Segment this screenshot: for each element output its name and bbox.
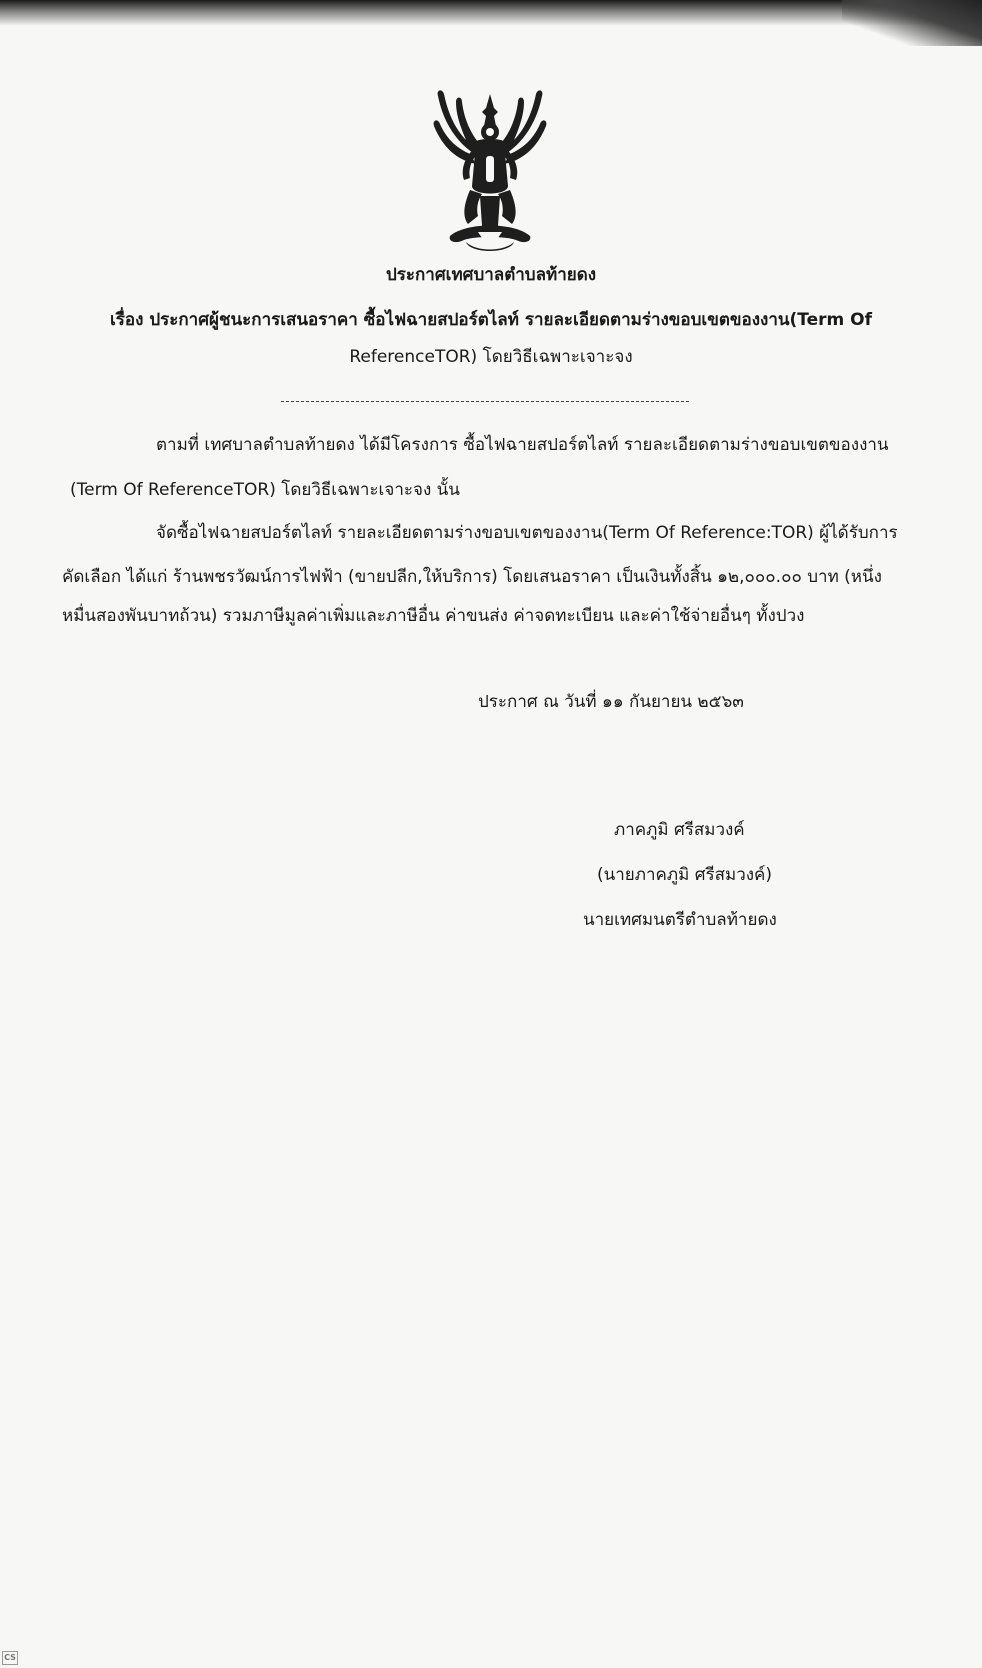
paragraph-1-line-1: ตามที่ เทศบาลตำบลท้ายดง ได้มีโครงการ ซื้อไฟฉายสปอร์ตไลท์ รายละเอียดตามร่างขอบเขตของงาน	[156, 435, 889, 455]
signer-position: นายเทศมนตรีตำบลท้ายดง	[583, 910, 777, 930]
garuda-emblem-icon	[420, 86, 560, 256]
document-title: ประกาศเทศบาลตำบลท้ายดง	[385, 265, 597, 285]
scanner-watermark	[2, 1651, 18, 1665]
scan-corner-shadow	[842, 0, 982, 46]
paragraph-1-line-2: (Term Of ReferenceTOR) โดยวิธีเฉพาะเจาะจง นั้น	[70, 480, 460, 500]
subject-line-1: เรื่อง ประกาศผู้ชนะการเสนอราคา ซื้อไฟฉายสปอร์ตไลท์ รายละเอียดตามร่างขอบเขตของงาน(Term Of	[109, 310, 873, 330]
signer-full-name: (นายภาคภูมิ ศรีสมวงค์)	[597, 865, 773, 885]
scanner-logo-icon: CS	[2, 1651, 18, 1665]
paragraph-2-line-3: หมื่นสองพันบาทถ้วน) รวมภาษีมูลค่าเพิ่มและภาษีอื่น ค่าขนส่ง ค่าจดทะเบียน และค่าใช้จ่ายอื่นๆ ทั้งปวง	[62, 606, 805, 626]
announcement-date: ประกาศ ณ วันที่ ๑๑ กันยายน ๒๕๖๓	[478, 692, 744, 712]
paragraph-2-line-2: คัดเลือก ได้แก่ ร้านพชรวัฒน์การไฟฟ้า (ขายปลีก,ให้บริการ) โดยเสนอราคา เป็นเงินทั้งสิ้น ๑๒,๐๐๐.๐๐ บาท (หนึ่ง	[62, 567, 882, 587]
scan-edge-shadow	[0, 0, 982, 26]
subject-line-2: ReferenceTOR) โดยวิธีเฉพาะเจาะจง	[349, 347, 633, 367]
paragraph-2-line-1: จัดซื้อไฟฉายสปอร์ตไลท์ รายละเอียดตามร่างขอบเขตของงาน(Term Of Reference:TOR) ผู้ได้รับการ	[156, 523, 898, 543]
header-divider	[281, 401, 689, 402]
signer-signature-name: ภาคภูมิ ศรีสมวงค์	[614, 820, 745, 840]
